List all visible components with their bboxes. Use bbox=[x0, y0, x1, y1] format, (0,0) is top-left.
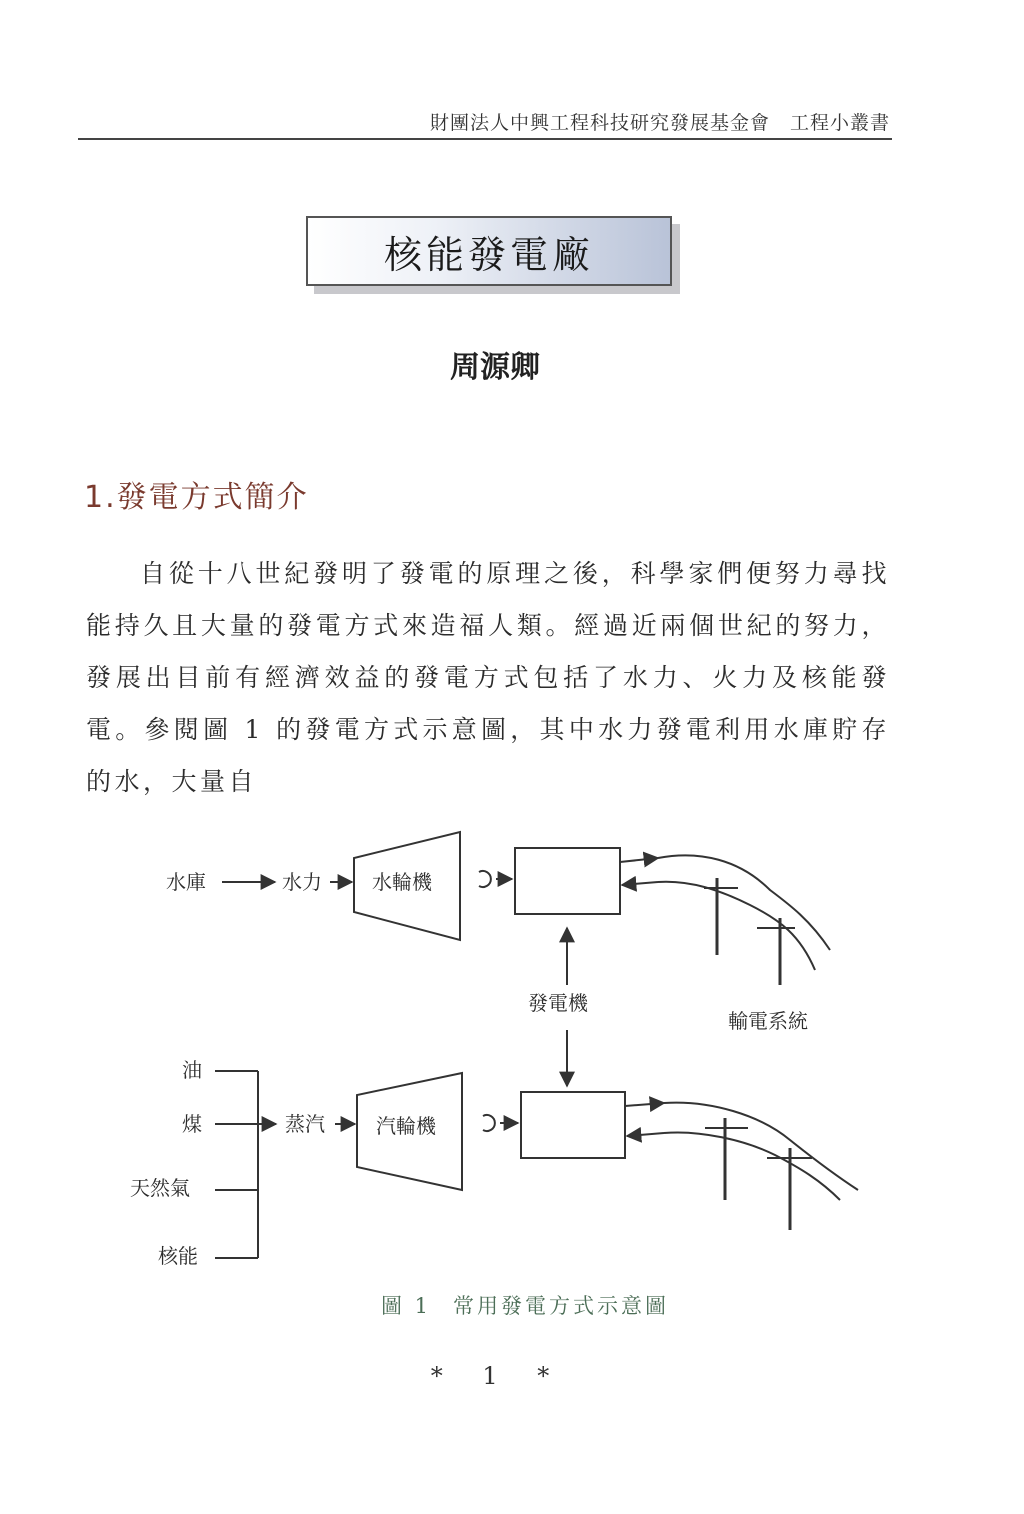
arrow-in-top bbox=[622, 882, 658, 885]
label-hydro-power: 水力 bbox=[282, 870, 322, 894]
wire-bottom-2 bbox=[664, 1132, 840, 1200]
label-water-turbine: 水輪機 bbox=[372, 870, 432, 894]
wire-bottom-1 bbox=[664, 1103, 858, 1190]
body-paragraph: 自從十八世紀發明了發電的原理之後，科學家們便努力尋找能持久且大量的發電方式來造福人類。經過近兩個世紀的努力，發展出目前有經濟效益的發電方式包括了水力、火力及核能發電。參閱圖 1 的發電方式示意圖，其中水力發電利用水庫貯存的水，大量自 bbox=[86, 559, 890, 796]
rotation-icon bbox=[479, 871, 491, 887]
generator-box-top bbox=[515, 848, 620, 914]
figure-number: 圖 1 bbox=[380, 1294, 432, 1318]
wire-top-2 bbox=[658, 882, 815, 970]
arrow-out-bottom bbox=[625, 1103, 664, 1106]
figure-caption bbox=[0, 1290, 1024, 1320]
arrow-in-bottom bbox=[627, 1133, 664, 1136]
label-nuclear: 核能 bbox=[158, 1244, 198, 1268]
label-transmission: 輸電系統 bbox=[728, 1009, 808, 1033]
label-reservoir: 水庫 bbox=[166, 870, 206, 894]
page-number: * 1 * bbox=[430, 1362, 566, 1390]
label-generator: 發電機 bbox=[528, 991, 588, 1015]
author-name: 周源卿 bbox=[450, 350, 540, 385]
rotation-icon bbox=[483, 1115, 495, 1131]
figure-caption-text: 常用發電方式示意圖 bbox=[453, 1294, 670, 1318]
label-coal: 煤 bbox=[182, 1112, 202, 1136]
running-header: 財團法人中興工程科技研究發展基金會 工程小叢書 bbox=[429, 112, 890, 134]
label-oil: 油 bbox=[182, 1058, 202, 1082]
section-heading: 1.發電方式簡介 bbox=[84, 480, 309, 515]
document-title: 核能發電廠 bbox=[306, 216, 672, 286]
label-natural-gas: 天然氣 bbox=[130, 1176, 190, 1200]
arrow-out-top bbox=[620, 858, 658, 862]
label-steam-turbine: 汽輪機 bbox=[376, 1114, 436, 1138]
label-steam: 蒸汽 bbox=[285, 1112, 325, 1136]
generator-box-bottom bbox=[521, 1092, 625, 1158]
